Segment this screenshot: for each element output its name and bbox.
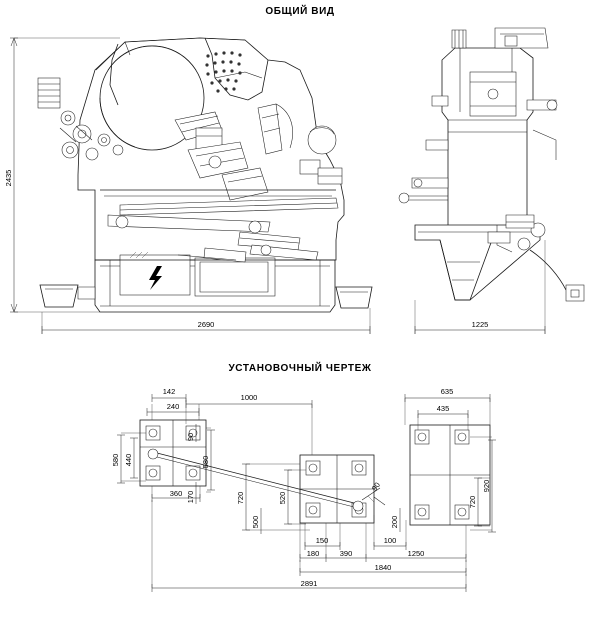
dim-390: 390 [339,549,353,558]
dim-435: 435 [436,404,450,413]
front-elevation-view [38,38,372,312]
installation-plan-view [111,387,496,592]
dim-150: 150 [315,536,329,545]
dim-360: 360 [169,489,183,498]
dim-720-right: 720 [468,495,477,509]
dim-height-2435: 2435 [4,169,13,187]
dim-1000: 1000 [240,393,258,402]
dim-length-2690: 2690 [197,320,215,329]
title-installation-drawing: УСТАНОВОЧНЫЙ ЧЕРТЕЖ [228,363,372,374]
dim-520: 520 [278,491,287,505]
side-elevation-view [399,28,584,301]
dim-1250: 1250 [407,549,425,558]
dim-240: 240 [166,402,180,411]
dim-142: 142 [162,387,176,396]
dim-width-1225: 1225 [471,320,489,329]
dim-180: 180 [306,549,320,558]
plan-dimensions [111,387,496,592]
right-column [258,104,342,184]
dim-200: 200 [390,515,399,529]
dim-635: 635 [440,387,454,396]
dim-720-left: 720 [236,491,245,505]
title-general-view: ОБЩИЙ ВИД [265,6,335,17]
dim-580-mid: 580 [201,455,210,469]
anchor-bolt-right [415,430,469,519]
lower-table-assembly [100,190,338,262]
dim-920: 920 [482,479,491,493]
center-mechanism [175,112,268,200]
perforated-panel [205,51,241,92]
dim-1840: 1840 [374,563,392,572]
dim-440: 440 [124,453,133,467]
dim-500: 500 [251,515,260,529]
dim-580-left: 580 [111,453,120,467]
dim-170: 170 [186,490,195,504]
dim-2891: 2891 [300,579,318,588]
dim-100: 100 [383,536,397,545]
dim-90: 90 [186,432,195,442]
dim-90-angle: 90 [369,480,383,493]
